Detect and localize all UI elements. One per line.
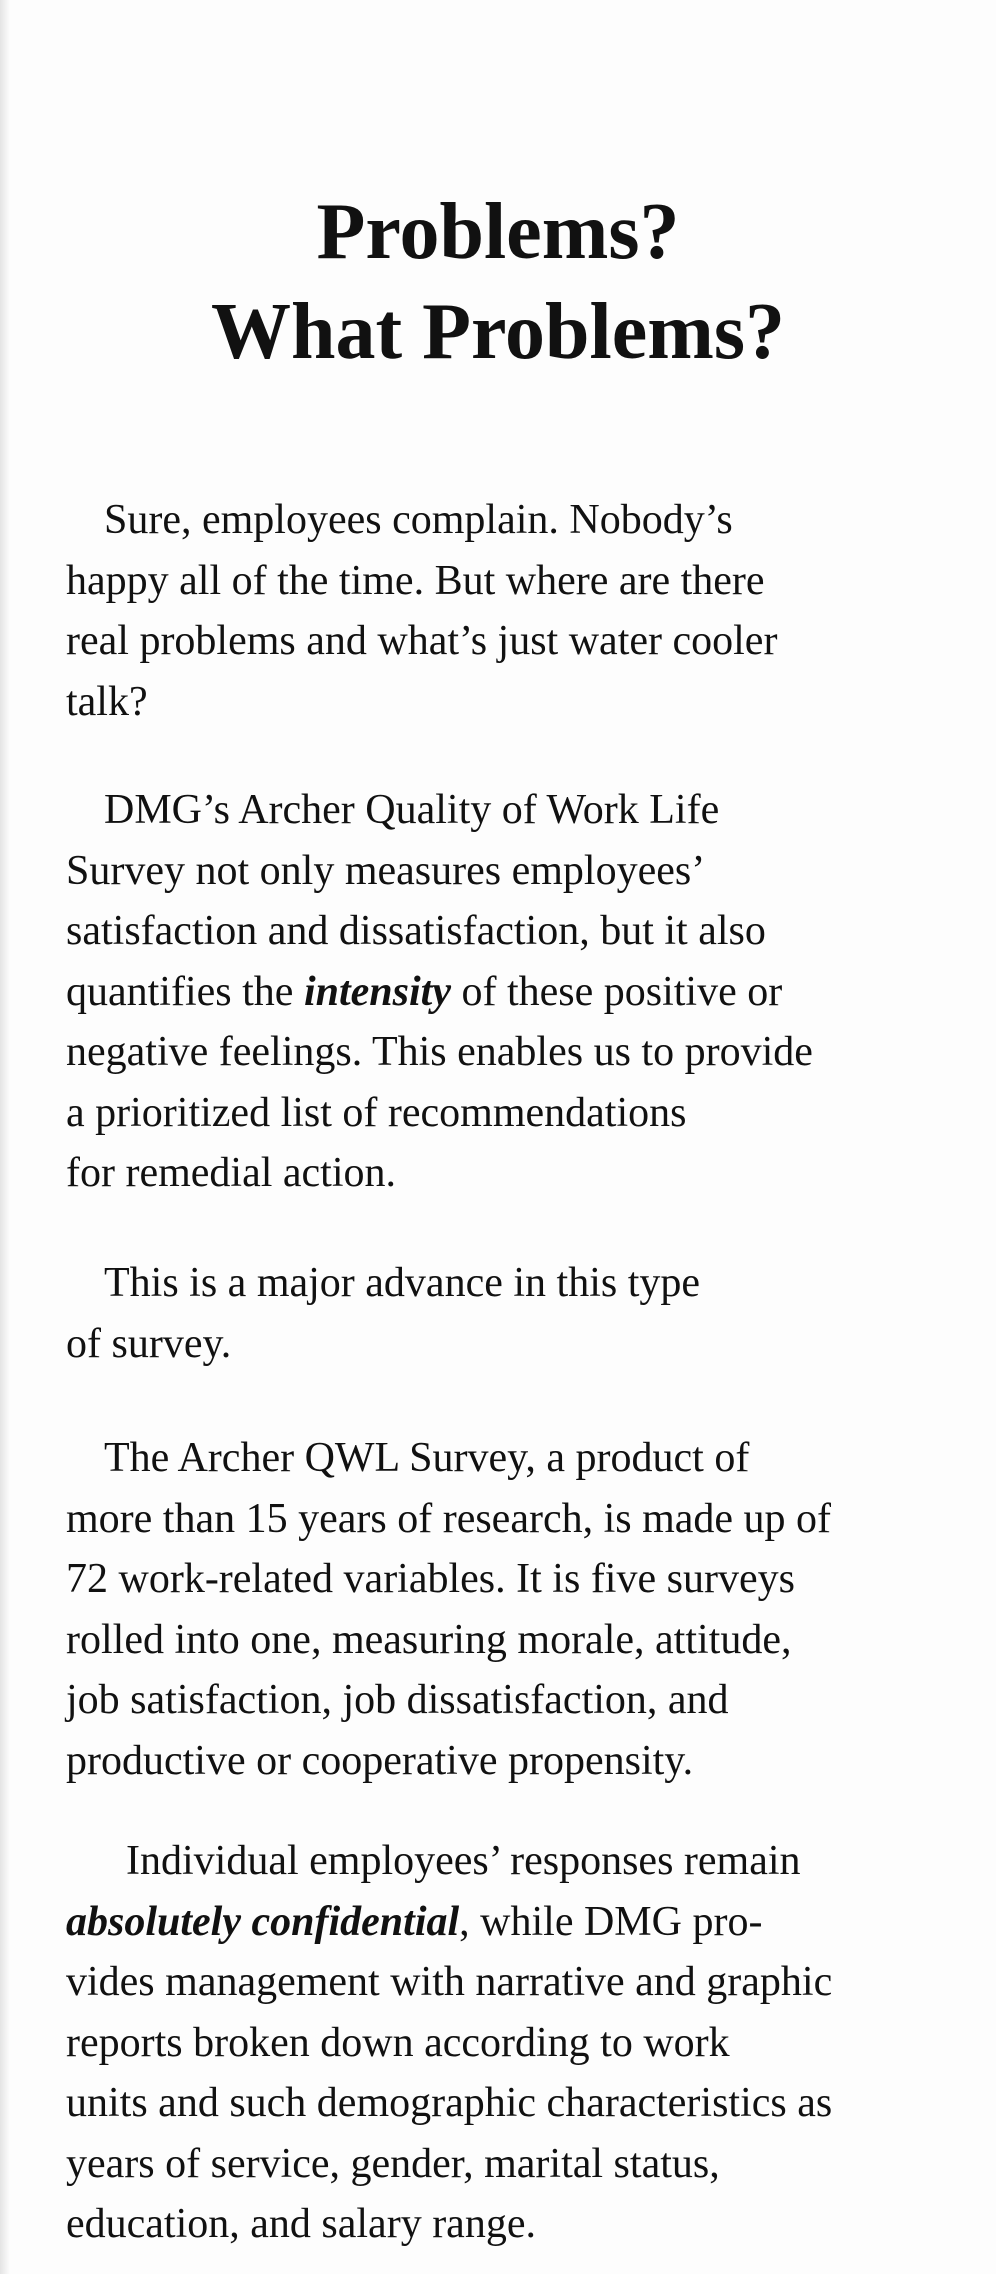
- text-line: Individual employees’ responses remain: [126, 1838, 801, 1884]
- paragraph-major-advance: [66, 1253, 996, 1374]
- paragraph-confidentiality: [66, 1831, 996, 2255]
- text-line: happy all of the time. But where are there: [66, 557, 765, 604]
- emphasis-intensity: intensity: [303, 968, 451, 1015]
- text-line: 72 work-related variables. It is five surveys: [66, 1556, 795, 1602]
- headline-line-2: What Problems?: [210, 288, 786, 376]
- text-run: , while DMG pro-: [459, 1898, 763, 1945]
- text-line: years of service, gender, marital status,: [66, 2140, 720, 2187]
- text-line: vides management with narrative and graphic: [66, 1959, 833, 2005]
- text-line: more than 15 years of research, is made up of: [66, 1495, 832, 1542]
- paragraph-intro: [66, 490, 996, 732]
- text-line: real problems and what’s just water cooler: [66, 618, 778, 664]
- text-line: job satisfaction, job dissatisfaction, and: [66, 1677, 729, 1723]
- text-line: talk?: [66, 678, 148, 725]
- text-line: Survey not only measures employees’: [66, 847, 706, 894]
- text-run: quantifies the: [66, 968, 304, 1015]
- text-line: Sure, employees complain. Nobody’s: [104, 497, 733, 543]
- text-line: productive or cooperative propensity.: [66, 1737, 694, 1784]
- text-line: This is a major advance in this type: [104, 1260, 701, 1306]
- text-line: reports broken down according to work: [66, 2019, 730, 2066]
- text-line: rolled into one, measuring morale, attitude,: [66, 1616, 792, 1663]
- paragraph-survey-description: [66, 780, 996, 1204]
- text-line: education, and salary range.: [66, 2201, 536, 2247]
- headline-line-1: Problems?: [316, 188, 680, 276]
- text-line: [66, 1892, 996, 1953]
- text-line: units and such demographic characteristics as: [66, 2080, 833, 2126]
- text-run: of these positive or: [450, 968, 783, 1015]
- emphasis-absolutely-confidential: absolutely confidential: [66, 1898, 460, 1945]
- text-line: of survey.: [66, 1320, 232, 1367]
- text-line: [66, 962, 996, 1023]
- paragraph-qwl-survey: [66, 1428, 996, 1791]
- text-line: The Archer QWL Survey, a product of: [104, 1435, 750, 1481]
- text-line: negative feelings. This enables us to provide: [66, 1029, 813, 1075]
- text-line: satisfaction and dissatisfaction, but it also: [66, 908, 766, 954]
- text-line: a prioritized list of recommendations: [66, 1089, 687, 1136]
- text-line: DMG’s Archer Quality of Work Life: [104, 787, 720, 833]
- text-line: for remedial action.: [66, 1150, 397, 1196]
